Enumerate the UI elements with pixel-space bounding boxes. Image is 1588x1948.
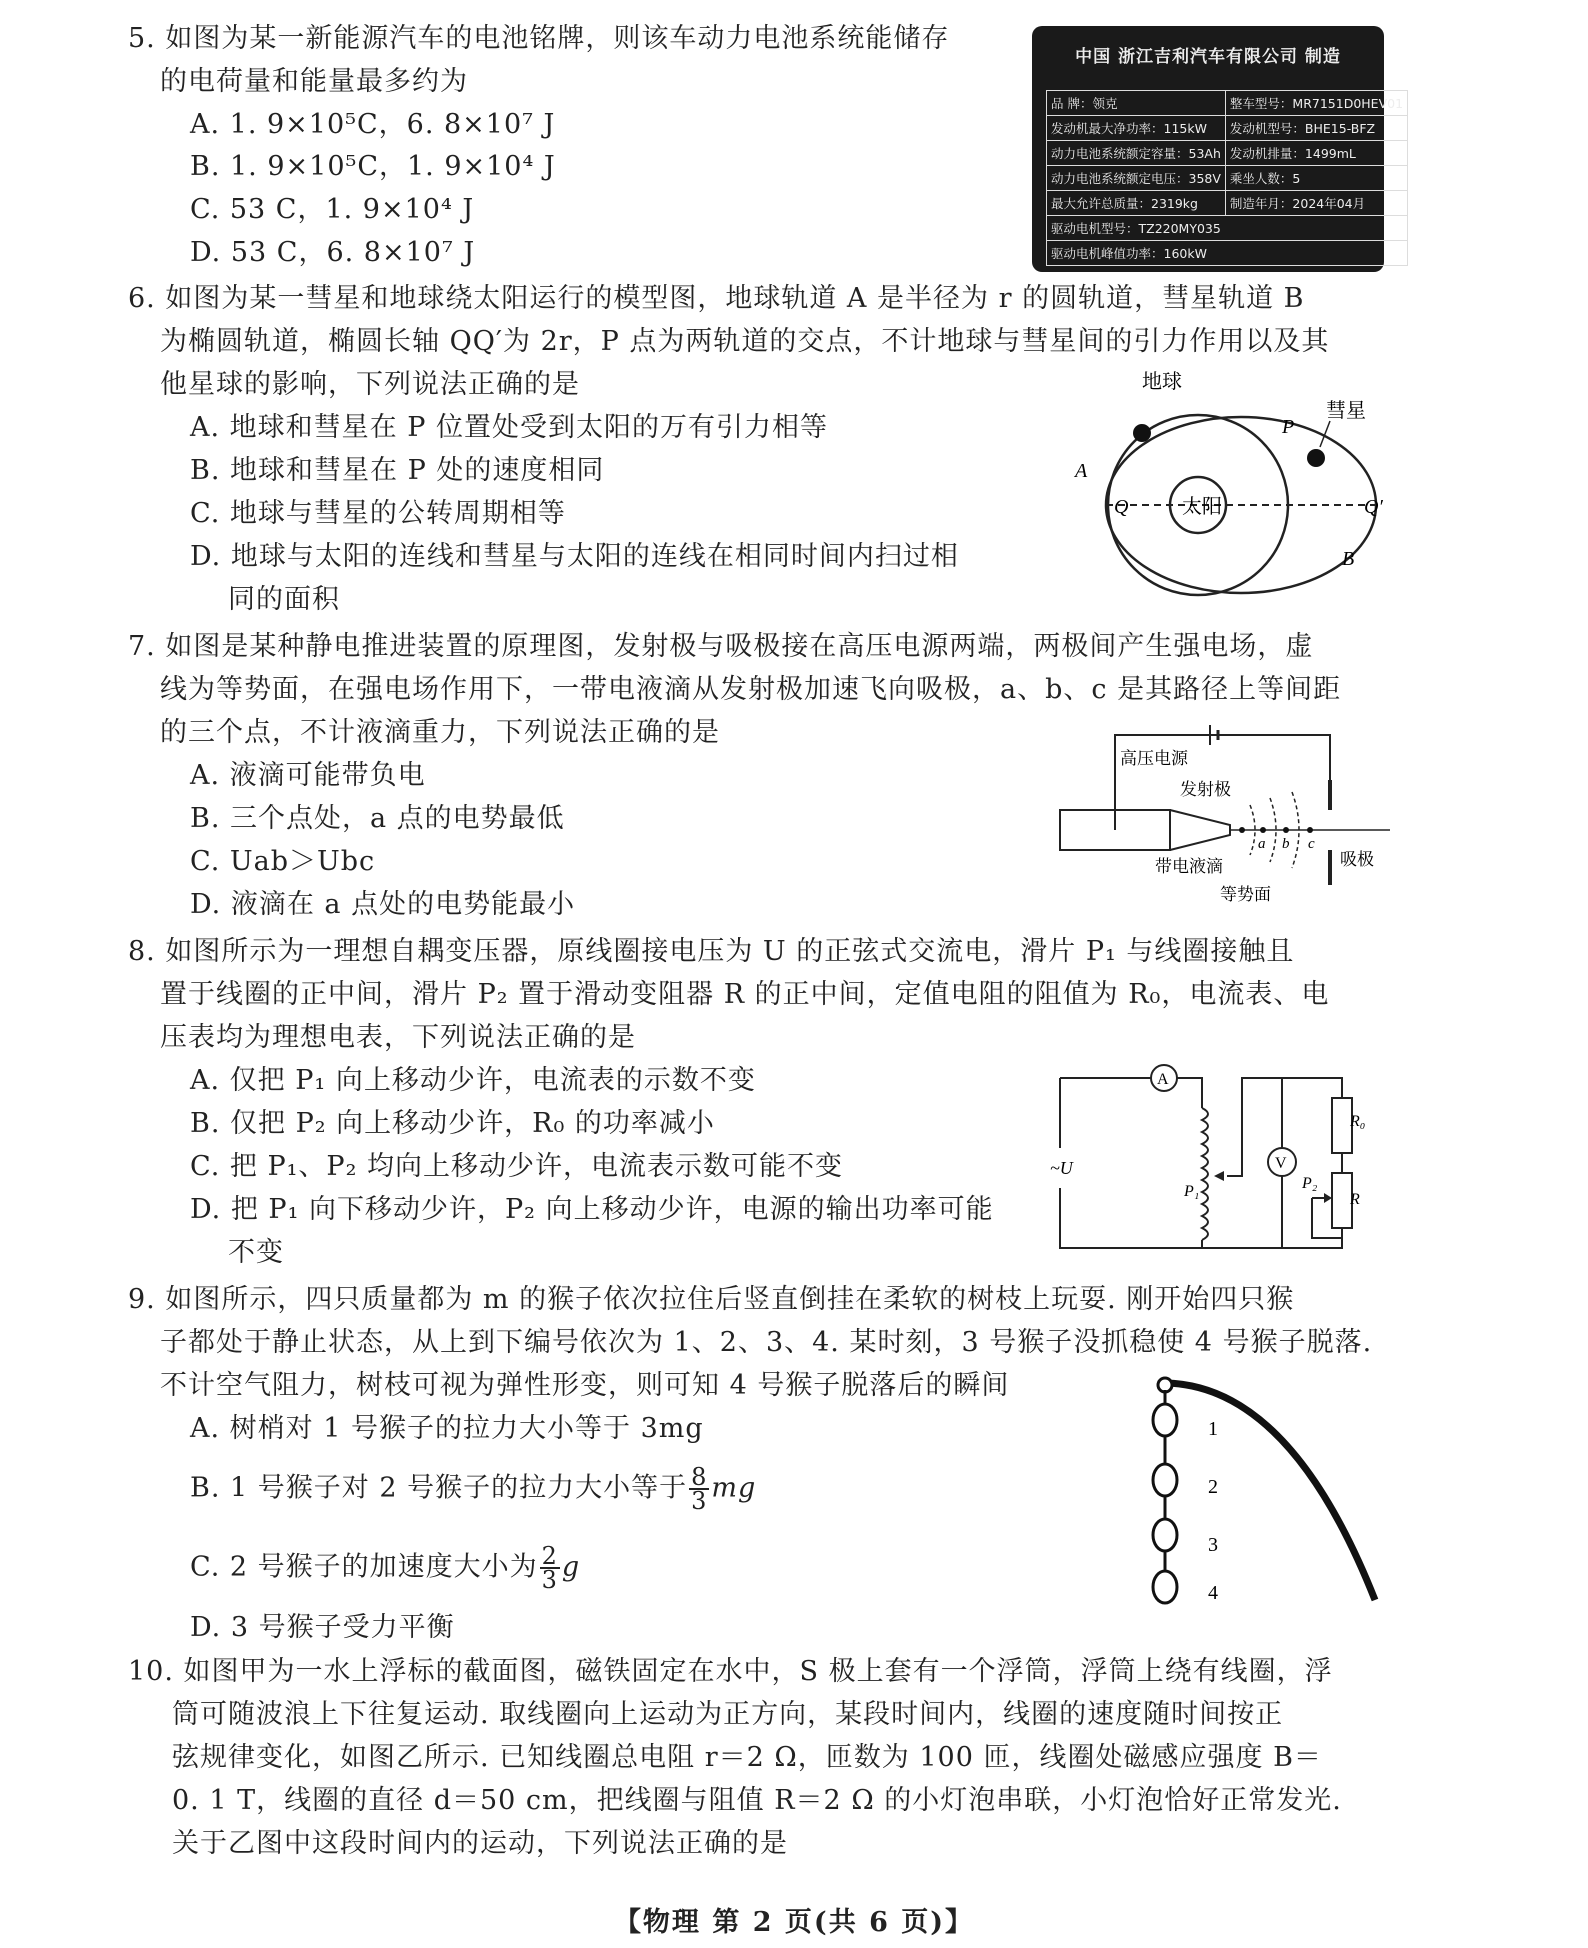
nameplate-cell: 品 牌：领克 (1047, 91, 1226, 116)
q9-option-b-text: B. 1 号猴子对 2 号猴子的拉力大小等于 (190, 1472, 688, 1504)
autotransformer-circuit (1050, 1068, 1366, 1258)
orbit-a-label: A (1075, 460, 1088, 482)
q5-option-c: C. 53 C，1. 9×10⁴ J (190, 194, 475, 225)
orbit-diagram (1070, 365, 1400, 595)
q9-option-b (190, 1463, 757, 1515)
q7-option-b: B. 三个点处，a 点的电势最低 (190, 803, 565, 834)
fraction-numerator: 2 (541, 1542, 558, 1570)
r0-label: R₀ (1350, 1113, 1366, 1130)
sun-label: 太阳 (1182, 496, 1222, 518)
nameplate-cell: 乘坐人数：5 (1225, 166, 1407, 191)
point-b-label: b (1282, 836, 1290, 852)
q6-option-d-cont: 同的面积 (228, 584, 340, 615)
fraction-8-3 (689, 1463, 709, 1515)
q9-line2: 子都处于静止状态，从上到下编号依次为 1、2、3、4. 某时刻，3 号猴子没抓稳使 4 号猴子脱落. (160, 1327, 1373, 1358)
nameplate-table (1046, 90, 1408, 266)
nameplate-cell: 发动机最大净功率：115kW (1047, 116, 1226, 141)
nameplate-cell: 制造年月：2024年04月 (1225, 191, 1407, 216)
q7-option-c: C. Uab＞Ubc (190, 846, 376, 877)
earth-label: 地球 (1142, 371, 1182, 393)
q5-line2: 的电荷量和能量最多约为 (160, 66, 468, 97)
nameplate-cell: 驱动电机型号：TZ220MY035 (1047, 216, 1408, 241)
point-q-label: Q (1114, 496, 1129, 518)
point-q2-label: Q′ (1364, 496, 1383, 518)
q9-option-a: A. 树梢对 1 号猴子的拉力大小等于 3mg (190, 1413, 704, 1444)
q10-line4: 0. 1 T，线圈的直径 d＝50 cm，把线圈与阻值 R＝2 Ω 的小灯泡串联，小灯泡恰好正常发光. (172, 1785, 1342, 1816)
comet-dot (1307, 449, 1325, 467)
fraction-numerator: 8 (691, 1463, 708, 1491)
q5-option-a: A. 1. 9×10⁵C，6. 8×10⁷ J (190, 109, 556, 140)
nameplate-cell: 发动机型号：BHE15-BFZ (1225, 116, 1407, 141)
page-footer: 【物理 第 2 页(共 6 页)】 (613, 1907, 975, 1938)
q6-line3: 他星球的影响，下列说法正确的是 (160, 369, 580, 400)
q9-option-c-unit: g (561, 1551, 581, 1583)
q8-option-d-cont: 不变 (228, 1237, 284, 1268)
q9-line1: 9. 如图所示，四只质量都为 m 的猴子依次拉住后竖直倒挂在柔软的树枝上玩耍. 刚开始四只猴 (128, 1284, 1295, 1315)
q5-line1: 5. 如图为某一新能源汽车的电池铭牌，则该车动力电池系统能储存 (128, 23, 950, 54)
q8-option-d: D. 把 P₁ 向下移动少许，P₂ 向上移动少许，电源的输出功率可能 (190, 1194, 994, 1225)
slider-p1-label: P₁ (1184, 1183, 1200, 1200)
equipotential-label: 等势面 (1220, 885, 1271, 904)
q9-option-c (190, 1542, 581, 1594)
q8-option-a: A. 仅把 P₁ 向上移动少许，电流表的示数不变 (190, 1065, 756, 1096)
orbit-b-label: B (1342, 548, 1355, 570)
q6-line1: 6. 如图为某一彗星和地球绕太阳运行的模型图，地球轨道 A 是半径为 r 的圆轨道，彗星轨道 B (128, 283, 1305, 314)
q10-line5: 关于乙图中这段时间内的运动，下列说法正确的是 (172, 1828, 788, 1859)
nameplate-header: 中国 浙江吉利汽车有限公司 制造 (1075, 47, 1341, 67)
monkey-4-label: 4 (1208, 1582, 1218, 1604)
q9-option-c-text: C. 2 号猴子的加速度大小为 (190, 1551, 538, 1583)
q7-line3: 的三个点，不计液滴重力，下列说法正确的是 (160, 717, 720, 748)
battery-nameplate (1032, 26, 1404, 272)
coil (1202, 1108, 1208, 1240)
monkey-1-label: 1 (1208, 1418, 1218, 1440)
nameplate-cell: 动力电池系统额定电压：358V (1047, 166, 1226, 191)
q5-option-b: B. 1. 9×10⁵C，1. 9×10⁴ J (190, 151, 556, 182)
electrostatic-thruster-diagram (1060, 720, 1390, 910)
nameplate-cell: 最大允许总质量：2319kg (1047, 191, 1226, 216)
q6-option-a: A. 地球和彗星在 P 位置处受到太阳的万有引力相等 (190, 412, 828, 443)
q8-line2: 置于线圈的正中间，滑片 P₂ 置于滑动变阻器 R 的正中间，定值电阻的阻值为 R₀，电流表、电 (160, 979, 1330, 1010)
q10-line3: 弦规律变化，如图乙所示. 已知线圈总电阻 r＝2 Ω，匝数为 100 匝，线圈处磁感应强度 B＝ (172, 1742, 1322, 1773)
comet-label: 彗星 (1326, 400, 1366, 422)
monkey-chain (1153, 1390, 1177, 1603)
point-p-label: P (1282, 416, 1295, 438)
droplet-label: 带电液滴 (1155, 857, 1223, 876)
q8-option-b: B. 仅把 P₂ 向上移动少许，R₀ 的功率减小 (190, 1108, 715, 1139)
ammeter-label: A (1157, 1071, 1169, 1088)
nameplate-cell: 发动机排量：1499mL (1225, 141, 1407, 166)
voltmeter-label: V (1275, 1155, 1287, 1172)
q9-option-d: D. 3 号猴子受力平衡 (190, 1612, 455, 1643)
q10-line1: 10. 如图甲为一水上浮标的截面图，磁铁固定在水中，S 极上套有一个浮筒，浮筒上绕有线圈，浮 (128, 1656, 1333, 1687)
fraction-denominator: 3 (691, 1487, 708, 1515)
q7-line2: 线为等势面，在强电场作用下，一带电液滴从发射极加速飞向吸极，a、b、c 是其路径上等间距 (160, 674, 1342, 705)
q6-option-d: D. 地球与太阳的连线和彗星与太阳的连线在相同时间内扫过相 (190, 541, 959, 572)
nameplate-cell: 驱动电机峰值功率：160kW (1047, 241, 1408, 266)
earth-dot (1133, 424, 1151, 442)
r-label: R (1350, 1191, 1360, 1208)
q7-line1: 7. 如图是某种静电推进装置的原理图，发射极与吸极接在高压电源两端，两极间产生强电场，虚 (128, 631, 1314, 662)
tree-branch (1165, 1383, 1375, 1600)
monkey-2-label: 2 (1208, 1476, 1218, 1498)
q7-option-a: A. 液滴可能带负电 (190, 760, 426, 791)
rheostat-r (1332, 1173, 1352, 1228)
nameplate-cell: 整车型号：MR7151D0HEV01 (1225, 91, 1407, 116)
q6-option-c: C. 地球与彗星的公转周期相等 (190, 498, 566, 529)
q6-option-b: B. 地球和彗星在 P 处的速度相同 (190, 455, 605, 486)
absorber-label: 吸极 (1340, 850, 1374, 869)
nameplate-cell: 动力电池系统额定容量：53Ah (1047, 141, 1226, 166)
fraction-denominator: 3 (541, 1566, 558, 1594)
monkey-3-label: 3 (1208, 1534, 1218, 1556)
q8-option-c: C. 把 P₁、P₂ 均向上移动少许，电流表示数可能不变 (190, 1151, 844, 1182)
q5-option-d: D. 53 C，6. 8×10⁷ J (190, 237, 476, 268)
point-c-label: c (1308, 836, 1315, 852)
q8-line1: 8. 如图所示为一理想自耦变压器，原线圈接电压为 U 的正弦式交流电，滑片 P₁ 与线圈接触且 (128, 936, 1295, 967)
q6-line2: 为椭圆轨道，椭圆长轴 QQ′为 2r，P 点为两轨道的交点，不计地球与彗星间的引力作用以及其 (160, 326, 1330, 357)
q9-line3: 不计空气阻力，树枝可视为弹性形变，则可知 4 号猴子脱落后的瞬间 (160, 1370, 1010, 1401)
power-label: 高压电源 (1120, 749, 1188, 768)
q10-line2: 筒可随波浪上下往复运动. 取线圈向上运动为正方向，某段时间内，线圈的速度随时间按正 (172, 1699, 1284, 1730)
fraction-2-3 (540, 1542, 560, 1594)
slider-p2-label: P₂ (1302, 1175, 1318, 1192)
resistor-r0 (1332, 1098, 1352, 1153)
q8-line3: 压表均为理想电表，下列说法正确的是 (160, 1022, 636, 1053)
source-label: ~U (1050, 1158, 1073, 1178)
q9-option-b-unit: mg (711, 1472, 757, 1504)
monkeys-branch-diagram (1140, 1375, 1380, 1615)
q7-option-d: D. 液滴在 a 点处的电势能最小 (190, 889, 576, 920)
emitter-label: 发射极 (1180, 780, 1231, 799)
point-a-label: a (1258, 836, 1266, 852)
